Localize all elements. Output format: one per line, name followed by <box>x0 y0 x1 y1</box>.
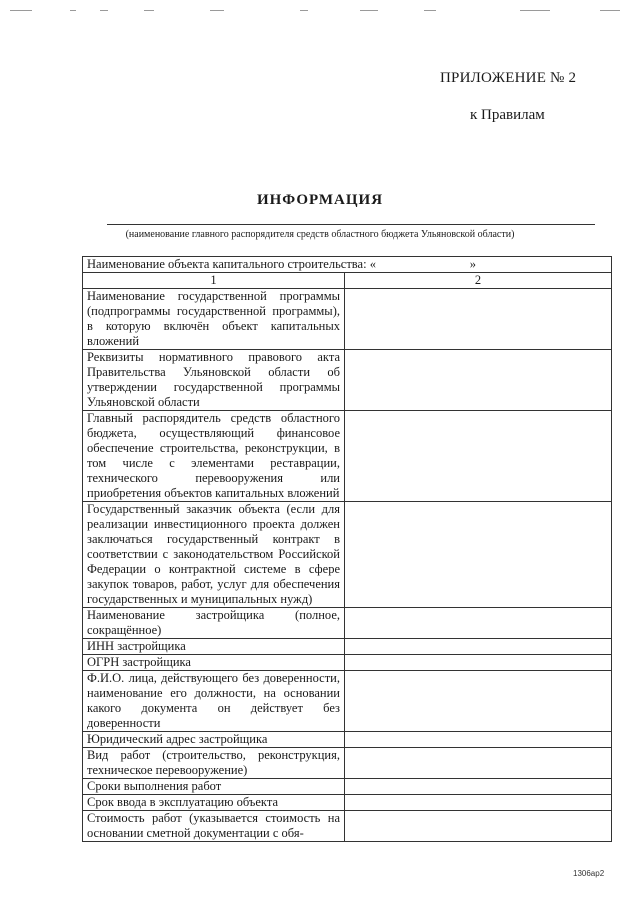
row-value <box>345 655 612 671</box>
document-subtitle: (наименование главного распорядителя средств областного бюджета Ульяновской области) <box>125 229 515 240</box>
row-label: Главный распорядитель средств областного бюджета, осуществляющий финансовое обеспечение строительства, реконструкции, в том числе с элементами реставрации, технического перевооружения или приобретения объектов капитальных вложений <box>83 411 345 502</box>
row-value <box>345 350 612 411</box>
table-head-row <box>83 257 612 273</box>
row-value <box>345 411 612 502</box>
row-label: ОГРН застройщика <box>83 655 345 671</box>
table-row <box>83 655 612 671</box>
table-row <box>83 795 612 811</box>
row-value <box>345 748 612 779</box>
row-value <box>345 671 612 732</box>
object-name-header: Наименование объекта капитального строительства: « » <box>83 257 612 273</box>
table-row <box>83 502 612 608</box>
table-row <box>83 811 612 842</box>
document-title: ИНФОРМАЦИЯ <box>256 192 384 208</box>
column-number-1: 1 <box>83 273 345 289</box>
scan-artifacts <box>0 6 640 20</box>
row-label: Наименование застройщика (полное, сокращённое) <box>83 608 345 639</box>
row-label: Сроки выполнения работ <box>83 779 345 795</box>
row-label: ИНН застройщика <box>83 639 345 655</box>
row-label: Государственный заказчик объекта (если для реализации инвестиционного проекта должен заключаться государственный контракт в соответствии с законодательством Российской Федерации о контрактной системе в сфере закупок товаров, работ, услуг для обеспечения государственных и муниципальных нужд) <box>83 502 345 608</box>
row-label: Юридический адрес застройщика <box>83 732 345 748</box>
row-value <box>345 608 612 639</box>
table-row <box>83 289 612 350</box>
row-value <box>345 289 612 350</box>
row-value <box>345 811 612 842</box>
table-row <box>83 411 612 502</box>
table-row <box>83 748 612 779</box>
table-row <box>83 671 612 732</box>
table-row <box>83 732 612 748</box>
table-row <box>83 639 612 655</box>
column-number-row <box>83 273 612 289</box>
table-row <box>83 779 612 795</box>
row-label: Вид работ (строительство, реконструкция, техническое перевооружение) <box>83 748 345 779</box>
column-number-2: 2 <box>345 273 612 289</box>
info-table <box>82 256 612 842</box>
row-label: Стоимость работ (указывается стоимость на основании сметной документации с обя- <box>83 811 345 842</box>
row-value <box>345 502 612 608</box>
page-stamp: 1306ар2 <box>573 869 605 878</box>
table-row <box>83 608 612 639</box>
appendix-reference: к Правилам <box>470 107 545 123</box>
blank-fill-line <box>107 224 595 225</box>
row-value <box>345 732 612 748</box>
row-label: Срок ввода в эксплуатацию объекта <box>83 795 345 811</box>
row-label: Реквизиты нормативного правового акта Правительства Ульяновской области об утверждении государственной программы Ульяновской области <box>83 350 345 411</box>
row-value <box>345 639 612 655</box>
row-value <box>345 779 612 795</box>
appendix-number: ПРИЛОЖЕНИЕ № 2 <box>440 70 577 86</box>
table-row <box>83 350 612 411</box>
row-label: Ф.И.О. лица, действующего без доверенности, наименование его должности, на основании какого документа он действует без доверенности <box>83 671 345 732</box>
row-value <box>345 795 612 811</box>
row-label: Наименование государственной программы (подпрограммы государственной программы), в которую включён объект капитальных вложений <box>83 289 345 350</box>
